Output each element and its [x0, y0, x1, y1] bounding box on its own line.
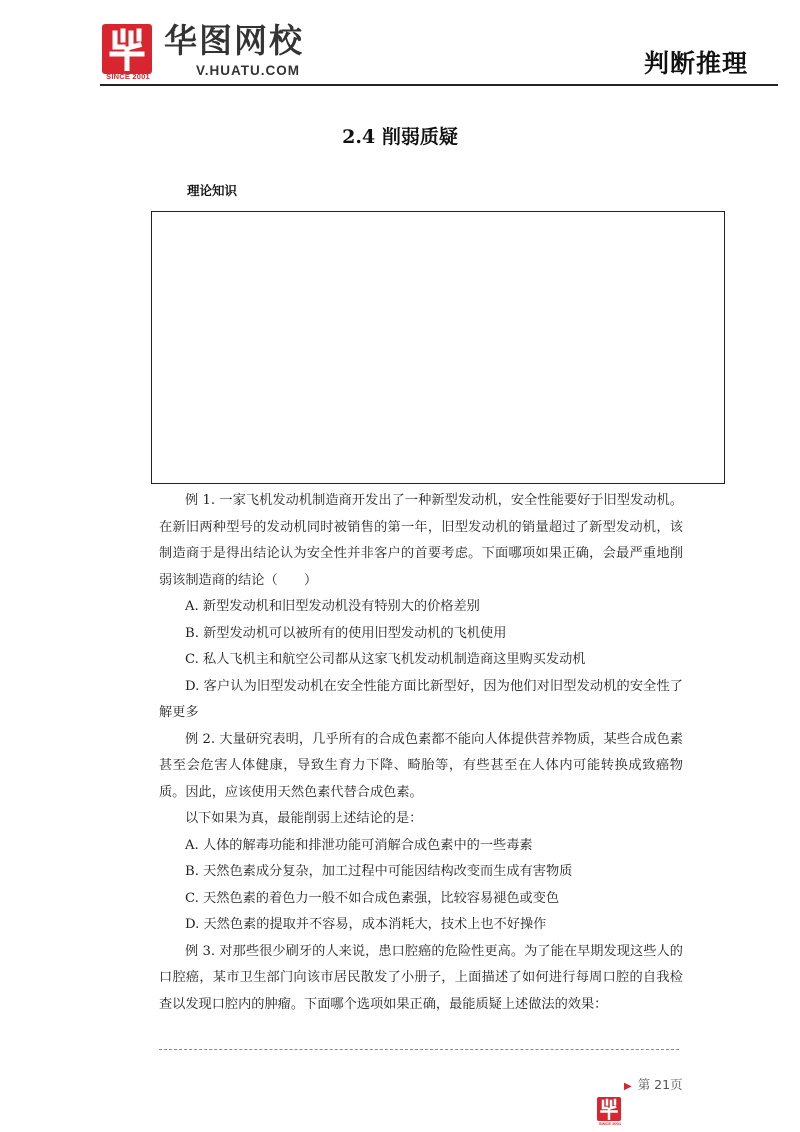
page-number: [624, 1075, 683, 1093]
huatu-logo-icon: [102, 24, 152, 74]
page-number-label: 第 21页: [637, 1077, 683, 1092]
paragraph: 例 3. 对那些很少刷牙的人来说，患口腔癌的危险性更高。为了能在早期发现这些人的口腔癌，某市卫生部门向该市居民散发了小册子，上面描述了如何进行每周口腔的自我检查以发现口腔内的肿瘤。下面哪个选项如果正确，最能质疑上述做法的效果：: [159, 943, 683, 1012]
subheading: 理论知识: [187, 183, 238, 198]
paragraph: D. 天然色素的提取并不容易，成本消耗大，技术上也不好操作: [185, 917, 547, 932]
paragraph: A. 新型发动机和旧型发动机没有特别大的价格差别: [185, 599, 480, 614]
paragraph: B. 天然色素成分复杂，加工过程中可能因结构改变而生成有害物质: [185, 864, 573, 879]
footer-since-text: SINCE 2001: [598, 1121, 622, 1126]
paragraph: 例 2. 大量研究表明，几乎所有的合成色素都不能向人体提供营养物质，某些合成色素甚至会危害人体健康，导致生育力下降、畸胎等，有些甚至在人体内可能转换成致癌物质。因此，应该使用天然色素代替合成色素。: [159, 731, 683, 800]
footer-divider: [159, 1049, 679, 1050]
paragraph: D. 客户认为旧型发动机在安全性能方面比新型好，因为他们对旧型发动机的安全性了解更多: [159, 678, 683, 720]
paragraph: B. 新型发动机可以被所有的使用旧型发动机的飞机使用: [185, 625, 507, 641]
page-title: 2.4 削弱质疑: [342, 126, 458, 148]
header-divider: [100, 84, 778, 86]
section-title: 判断推理: [643, 49, 748, 78]
footer-logo-icon: [597, 1097, 621, 1121]
brand-url: V.HUATU.COM: [196, 63, 301, 78]
question-content: [159, 488, 683, 1018]
paragraph: 例 1. 一家飞机发动机制造商开发出了一种新型发动机，安全性能要好于旧型发动机。在新旧两种型号的发动机同时被销售的第一年，旧型发动机的销量超过了新型发动机，该制造商于是得出结论认为安全性并非客户的首要考虑。下面哪项如果正确，会最严重地削弱该制造商的结论（ ）: [159, 493, 683, 588]
paragraph: C. 私人飞机主和航空公司都从这家飞机发动机制造商这里购买发动机: [185, 652, 586, 667]
paragraph: C. 天然色素的着色力一般不如合成色素强，比较容易褪色或变色: [185, 890, 560, 906]
paragraph: A. 人体的解毒功能和排泄功能可消解合成色素中的一些毒素: [185, 837, 533, 853]
brand-name: 华图网校: [164, 21, 304, 60]
paragraph: 以下如果为真，最能削弱上述结论的是：: [185, 811, 423, 826]
triangle-right-icon: ▶: [624, 1081, 632, 1092]
logo-since-text: SINCE 2001: [106, 72, 150, 81]
blank-notes-box: [151, 211, 725, 484]
page-header: [0, 0, 800, 90]
